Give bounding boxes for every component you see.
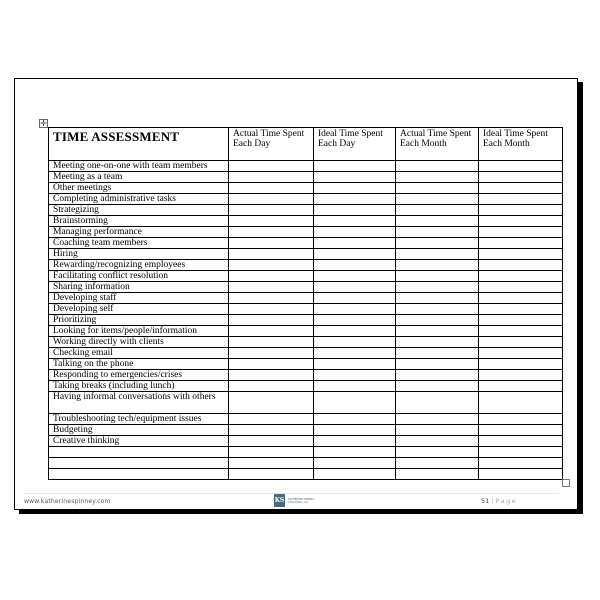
table-row (49, 381, 563, 392)
document-page (14, 78, 578, 510)
time-entry-cell[interactable] (479, 249, 563, 260)
time-entry-cell[interactable] (396, 348, 479, 359)
time-entry-cell[interactable] (396, 315, 479, 326)
time-entry-cell[interactable] (479, 469, 563, 480)
time-entry-cell[interactable] (396, 271, 479, 282)
time-entry-cell[interactable] (229, 282, 314, 293)
time-entry-cell[interactable] (314, 227, 396, 238)
table-row (49, 227, 563, 238)
activity-label[interactable]: Having informal conversations with others (49, 392, 229, 414)
time-entry-cell[interactable] (396, 304, 479, 315)
table-row (49, 469, 563, 480)
table-body (49, 161, 563, 480)
time-entry-cell[interactable] (229, 293, 314, 304)
table-row (49, 458, 563, 469)
time-entry-cell[interactable] (479, 392, 563, 414)
time-entry-cell[interactable] (314, 205, 396, 216)
table-row (49, 337, 563, 348)
time-entry-cell[interactable] (314, 315, 396, 326)
activity-label[interactable]: Strategizing (49, 205, 229, 216)
activity-label[interactable]: Developing self (49, 304, 229, 315)
activity-label[interactable]: Rewarding/recognizing employees (49, 260, 229, 271)
activity-label[interactable]: Coaching team members (49, 238, 229, 249)
column-header-ideal-day: Ideal Time Spent Each Day (314, 128, 396, 161)
table-header-row (49, 128, 563, 161)
logo-text: KATHERINE SPINNEY COACHING, LLC (288, 497, 315, 504)
time-entry-cell[interactable] (396, 238, 479, 249)
time-entry-cell[interactable] (314, 359, 396, 370)
page-number-separator: | (491, 497, 494, 505)
time-entry-cell[interactable] (314, 271, 396, 282)
activity-label[interactable]: Troubleshooting tech/equipment issues (49, 414, 229, 425)
activity-label[interactable] (49, 458, 229, 469)
time-entry-cell[interactable] (396, 282, 479, 293)
activity-label[interactable] (49, 447, 229, 458)
time-entry-cell[interactable] (229, 458, 314, 469)
time-entry-cell[interactable] (314, 414, 396, 425)
column-header-actual-month: Actual Time Spent Each Month (396, 128, 479, 161)
time-assessment-table (48, 127, 563, 480)
time-entry-cell[interactable] (396, 249, 479, 260)
activity-label[interactable]: Meeting one-on-one with team members (49, 161, 229, 172)
time-entry-cell[interactable] (229, 238, 314, 249)
time-entry-cell[interactable] (396, 161, 479, 172)
table-row (49, 194, 563, 205)
time-entry-cell[interactable] (229, 227, 314, 238)
activity-label[interactable]: Talking on the phone (49, 359, 229, 370)
time-entry-cell[interactable] (479, 425, 563, 436)
activity-label[interactable]: Looking for items/people/information (49, 326, 229, 337)
time-entry-cell[interactable] (229, 348, 314, 359)
activity-label[interactable]: Managing performance (49, 227, 229, 238)
time-entry-cell[interactable] (229, 304, 314, 315)
table-row (49, 326, 563, 337)
table-row (49, 205, 563, 216)
time-entry-cell[interactable] (479, 172, 563, 183)
time-entry-cell[interactable] (229, 315, 314, 326)
time-entry-cell[interactable] (396, 172, 479, 183)
time-entry-cell[interactable] (314, 337, 396, 348)
time-entry-cell[interactable] (229, 370, 314, 381)
time-entry-cell[interactable] (229, 249, 314, 260)
activity-label[interactable]: Taking breaks (including lunch) (49, 381, 229, 392)
table-row (49, 282, 563, 293)
time-entry-cell[interactable] (314, 183, 396, 194)
time-entry-cell[interactable] (396, 370, 479, 381)
time-entry-cell[interactable] (396, 447, 479, 458)
time-entry-cell[interactable] (479, 447, 563, 458)
time-entry-cell[interactable] (229, 392, 314, 414)
time-entry-cell[interactable] (479, 194, 563, 205)
table-resize-icon[interactable] (562, 479, 570, 487)
time-entry-cell[interactable] (229, 260, 314, 271)
time-entry-cell[interactable] (396, 194, 479, 205)
activity-label[interactable]: Other meetings (49, 183, 229, 194)
time-entry-cell[interactable] (314, 194, 396, 205)
time-entry-cell[interactable] (314, 161, 396, 172)
time-entry-cell[interactable] (479, 348, 563, 359)
table-row (49, 436, 563, 447)
time-entry-cell[interactable] (314, 260, 396, 271)
time-entry-cell[interactable] (314, 458, 396, 469)
activity-label[interactable]: Budgeting (49, 425, 229, 436)
table-row (49, 172, 563, 183)
time-entry-cell[interactable] (314, 172, 396, 183)
time-entry-cell[interactable] (479, 304, 563, 315)
time-entry-cell[interactable] (229, 326, 314, 337)
time-entry-cell[interactable] (229, 425, 314, 436)
column-header-ideal-month: Ideal Time Spent Each Month (479, 128, 563, 161)
table-row (49, 249, 563, 260)
time-entry-cell[interactable] (229, 447, 314, 458)
time-entry-cell[interactable] (229, 216, 314, 227)
time-entry-cell[interactable] (396, 425, 479, 436)
time-entry-cell[interactable] (479, 337, 563, 348)
time-entry-cell[interactable] (396, 293, 479, 304)
time-entry-cell[interactable] (314, 469, 396, 480)
table-move-icon[interactable]: ✛ (40, 119, 47, 128)
time-entry-cell[interactable] (479, 359, 563, 370)
column-header-actual-day: Actual Time Spent Each Day (229, 128, 314, 161)
activity-label[interactable]: Meeting as a team (49, 172, 229, 183)
page-number-value: 51 (481, 497, 490, 505)
activity-label[interactable]: Developing staff (49, 293, 229, 304)
time-entry-cell[interactable] (396, 469, 479, 480)
activity-label[interactable]: Working directly with clients (49, 337, 229, 348)
activity-label[interactable]: Brainstorming (49, 216, 229, 227)
time-entry-cell[interactable] (479, 227, 563, 238)
time-entry-cell[interactable] (479, 205, 563, 216)
time-entry-cell[interactable] (396, 414, 479, 425)
table-row (49, 260, 563, 271)
table-row (49, 271, 563, 282)
time-entry-cell[interactable] (479, 260, 563, 271)
table-row (49, 370, 563, 381)
footer-website: www.katherinespinney.com (24, 498, 111, 505)
time-entry-cell[interactable] (396, 392, 479, 414)
time-entry-cell[interactable] (479, 183, 563, 194)
time-entry-cell[interactable] (229, 337, 314, 348)
time-entry-cell[interactable] (479, 315, 563, 326)
time-entry-cell[interactable] (479, 381, 563, 392)
time-entry-cell[interactable] (314, 216, 396, 227)
time-entry-cell[interactable] (314, 304, 396, 315)
page-label: Page (495, 497, 518, 505)
logo-mark: KS (274, 494, 285, 507)
time-entry-cell[interactable] (314, 392, 396, 414)
time-entry-cell[interactable] (396, 381, 479, 392)
time-entry-cell[interactable] (229, 414, 314, 425)
time-entry-cell[interactable] (314, 436, 396, 447)
time-entry-cell[interactable] (479, 293, 563, 304)
table-row (49, 414, 563, 425)
time-entry-cell[interactable] (479, 436, 563, 447)
activity-label[interactable]: Hiring (49, 249, 229, 260)
table-row (49, 238, 563, 249)
time-entry-cell[interactable] (229, 194, 314, 205)
activity-label[interactable]: Responding to emergencies/crises (49, 370, 229, 381)
time-entry-cell[interactable] (314, 381, 396, 392)
time-entry-cell[interactable] (314, 348, 396, 359)
activity-label[interactable]: Prioritizing (49, 315, 229, 326)
time-entry-cell[interactable] (479, 370, 563, 381)
time-entry-cell[interactable] (229, 436, 314, 447)
table-row (49, 447, 563, 458)
time-entry-cell[interactable] (396, 337, 479, 348)
time-entry-cell[interactable] (396, 260, 479, 271)
time-entry-cell[interactable] (229, 359, 314, 370)
time-entry-cell[interactable] (479, 161, 563, 172)
activity-label[interactable]: Creative thinking (49, 436, 229, 447)
company-logo (274, 494, 322, 507)
time-entry-cell[interactable] (314, 293, 396, 304)
time-entry-cell[interactable] (479, 326, 563, 337)
table-row (49, 392, 563, 414)
time-entry-cell[interactable] (396, 436, 479, 447)
time-entry-cell[interactable] (229, 172, 314, 183)
table-row (49, 348, 563, 359)
activity-label[interactable] (49, 469, 229, 480)
table-row (49, 183, 563, 194)
activity-label[interactable]: Checking email (49, 348, 229, 359)
time-entry-cell[interactable] (229, 205, 314, 216)
time-entry-cell[interactable] (396, 216, 479, 227)
time-entry-cell[interactable] (479, 271, 563, 282)
activity-label[interactable]: Facilitating conflict resolution (49, 271, 229, 282)
time-entry-cell[interactable] (314, 238, 396, 249)
time-entry-cell[interactable] (314, 326, 396, 337)
time-entry-cell[interactable] (229, 161, 314, 172)
time-entry-cell[interactable] (479, 238, 563, 249)
time-entry-cell[interactable] (314, 249, 396, 260)
time-entry-cell[interactable] (229, 469, 314, 480)
time-entry-cell[interactable] (396, 359, 479, 370)
time-entry-cell[interactable] (229, 183, 314, 194)
time-entry-cell[interactable] (314, 425, 396, 436)
time-entry-cell[interactable] (479, 216, 563, 227)
table-row (49, 359, 563, 370)
time-entry-cell[interactable] (314, 370, 396, 381)
time-entry-cell[interactable] (229, 271, 314, 282)
time-entry-cell[interactable] (314, 447, 396, 458)
time-entry-cell[interactable] (479, 414, 563, 425)
time-entry-cell[interactable] (396, 183, 479, 194)
table-row (49, 425, 563, 436)
time-entry-cell[interactable] (396, 227, 479, 238)
time-entry-cell[interactable] (479, 282, 563, 293)
time-entry-cell[interactable] (396, 326, 479, 337)
page-number (481, 497, 517, 505)
table-row (49, 216, 563, 227)
time-entry-cell[interactable] (396, 205, 479, 216)
time-entry-cell[interactable] (396, 458, 479, 469)
table-row (49, 293, 563, 304)
table-title: TIME ASSESSMENT (49, 128, 229, 161)
time-entry-cell[interactable] (314, 282, 396, 293)
time-entry-cell[interactable] (229, 381, 314, 392)
activity-label[interactable]: Sharing information (49, 282, 229, 293)
table-row (49, 161, 563, 172)
time-entry-cell[interactable] (479, 458, 563, 469)
activity-label[interactable]: Completing administrative tasks (49, 194, 229, 205)
table-row (49, 304, 563, 315)
table-row (49, 315, 563, 326)
